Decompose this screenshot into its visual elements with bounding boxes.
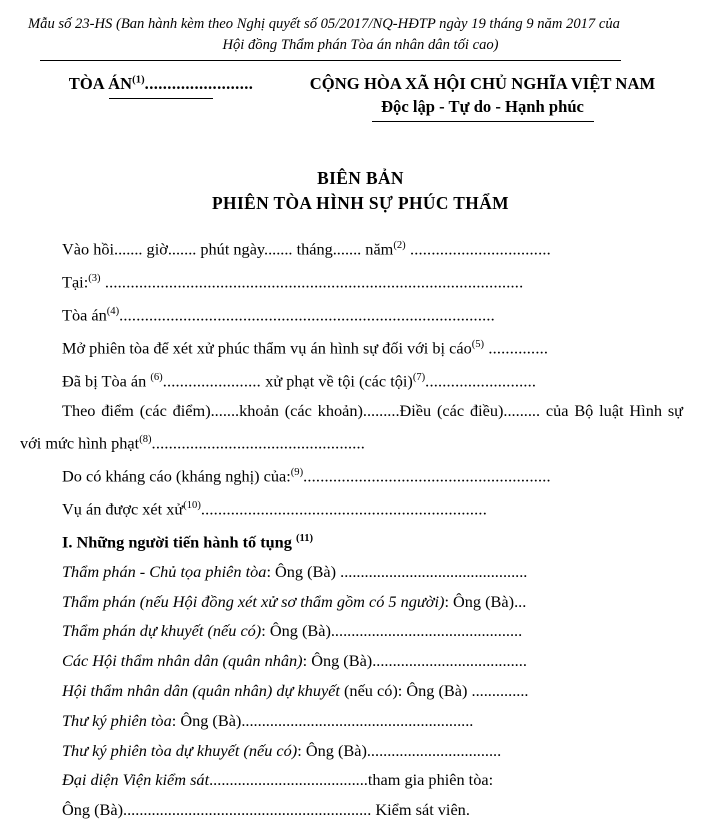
prior-sentence-text-a: Đã bị Tòa án: [62, 371, 151, 391]
prior-sentence-text-b: xử phạt về tội (các tội): [265, 371, 413, 391]
role-value: : Ông (Bà).................................: [297, 740, 502, 760]
line-trial-mode: [20, 491, 683, 524]
trial-mode-footnote: (10): [183, 499, 201, 511]
role-row-reserve-judge: [20, 616, 683, 646]
role-value: : Ông (Bà)...: [444, 591, 527, 611]
document-header: [0, 70, 721, 150]
line-prior-sentence: [20, 363, 683, 396]
title-line-1: BIÊN BẢN: [317, 168, 404, 188]
role-label: Thẩm phán - Chủ tọa phiên tòa: [62, 561, 267, 581]
role-value: : Ông (Bà).........................................................: [171, 710, 474, 730]
line-appeal: [20, 458, 683, 491]
role-label: Thư ký phiên tòa dự khuyết (nếu có): [62, 740, 298, 760]
trial-mode-dots: ...................................................................: [200, 499, 487, 519]
court-text: Tòa án: [62, 305, 107, 325]
legal-basis-dots: ..................................................: [151, 433, 366, 453]
line-location: [20, 264, 683, 297]
appeal-text: Do có kháng cáo (kháng nghị) của:: [62, 466, 291, 486]
location-text: Tại:: [62, 272, 89, 292]
title-line-2: PHIÊN TÒA HÌNH SỰ PHÚC THẨM: [212, 193, 509, 213]
court-label: TÒA ÁN: [68, 74, 133, 93]
role-row-people-assessors: [20, 646, 683, 676]
section-heading-one: [20, 524, 683, 557]
role-row-reserve-assessors: [20, 676, 683, 706]
court-line-footnote: (4): [106, 305, 120, 317]
open-session-dots: ..............: [484, 338, 549, 358]
form-note-line-1: Mẫu số 23-HS (Ban hành kèm theo Nghị quyết số 05/2017/NQ-HĐTP ngày 19 tháng 9 năm 2017 của: [28, 16, 620, 32]
page-title: [0, 168, 721, 214]
line-court: [20, 297, 683, 330]
court-underline: [109, 98, 213, 99]
open-time-text: Vào hồi....... giờ....... phút ngày....... tháng....... năm: [62, 239, 394, 259]
open-session-footnote: (5): [471, 338, 485, 350]
line-open-session: [20, 330, 683, 363]
role-row-presiding-judge: [20, 557, 683, 587]
document-body: [20, 231, 683, 825]
role-row-judge-five-member: [20, 587, 683, 617]
national-motto: Độc lập - Tự do - Hạnh phúc: [381, 97, 584, 116]
role-value: : Ông (Bà) ..............................................: [266, 561, 528, 581]
role-label: Thư ký phiên tòa: [62, 710, 172, 730]
appeal-dots: ..........................................................: [303, 466, 551, 486]
location-footnote: (3): [88, 272, 101, 284]
open-session-text: Mở phiên tòa để xét xử phúc thẩm vụ án hình sự đối với bị cáo: [62, 338, 472, 358]
court-fill-dots: ........................: [144, 74, 254, 93]
role-value: : Ông (Bà)......................................: [302, 651, 527, 671]
national-heading-block: [280, 74, 685, 122]
line-legal-basis: [20, 396, 683, 458]
prior-sentence-dots-b: ..........................: [425, 371, 537, 391]
court-footnote-marker: (1): [132, 74, 145, 86]
trial-mode-text: Vụ án được xét xử: [62, 499, 184, 519]
section-heading-footnote: (11): [295, 532, 314, 544]
header-divider-rule: [40, 60, 621, 61]
form-note-line-2: Hội đồng Thẩm phán Tòa án nhân dân tối cao): [222, 37, 499, 53]
open-time-footnote: (2): [393, 240, 406, 251]
court-name-line: [36, 74, 286, 94]
role-row-reserve-clerk: [20, 736, 683, 766]
appeal-footnote: (9): [290, 467, 304, 479]
national-motto-underline: [372, 121, 594, 122]
legal-basis-footnote: (8): [139, 434, 152, 446]
prior-sentence-footnote-a: (6): [150, 371, 163, 383]
line-open-time: [20, 231, 683, 264]
national-title: CỘNG HÒA XÃ HỘI CHỦ NGHĨA VIỆT NAM: [309, 74, 656, 93]
role-value: (nếu có): Ông (Bà) ..............: [339, 680, 529, 700]
prior-sentence-footnote-b: (7): [412, 371, 426, 383]
role-row-clerk: [20, 706, 683, 736]
court-name-block: [36, 74, 286, 99]
role-value: Ông (Bà)............................................................. Kiểm sát viên.: [62, 800, 470, 820]
location-dots: ..................................................................................................: [100, 272, 524, 292]
open-time-dots: .................................: [405, 239, 551, 259]
prior-sentence-dots-a: .......................: [162, 371, 266, 391]
role-label: Thẩm phán dự khuyết (nếu có): [62, 621, 262, 641]
role-label: Hội thẩm nhân dân (quân nhân) dự khuyết: [62, 680, 340, 700]
role-label: Đại diện Viện kiểm sát: [62, 770, 210, 790]
section-heading-text: I. Những người tiến hành tố tụng: [62, 532, 296, 552]
court-line-dots: ........................................................................................: [119, 305, 495, 325]
role-label: Các Hội thẩm nhân dân (quân nhân): [62, 651, 303, 671]
role-row-prosecutor: [20, 795, 683, 825]
form-reference-note: [22, 14, 699, 56]
role-row-procuracy-representative: [20, 765, 683, 795]
role-label: Thẩm phán (nếu Hội đồng xét xử sơ thẩm gồm có 5 người): [62, 591, 445, 611]
legal-basis-text: Theo điểm (các điểm).......khoản (các khoản).........Điều (các điều)......... của Bộ luật Hình sự với mức hình phạt: [20, 400, 683, 453]
role-value: : Ông (Bà)...............................................: [261, 621, 523, 641]
role-value: .......................................tham gia phiên tòa:: [209, 770, 494, 790]
